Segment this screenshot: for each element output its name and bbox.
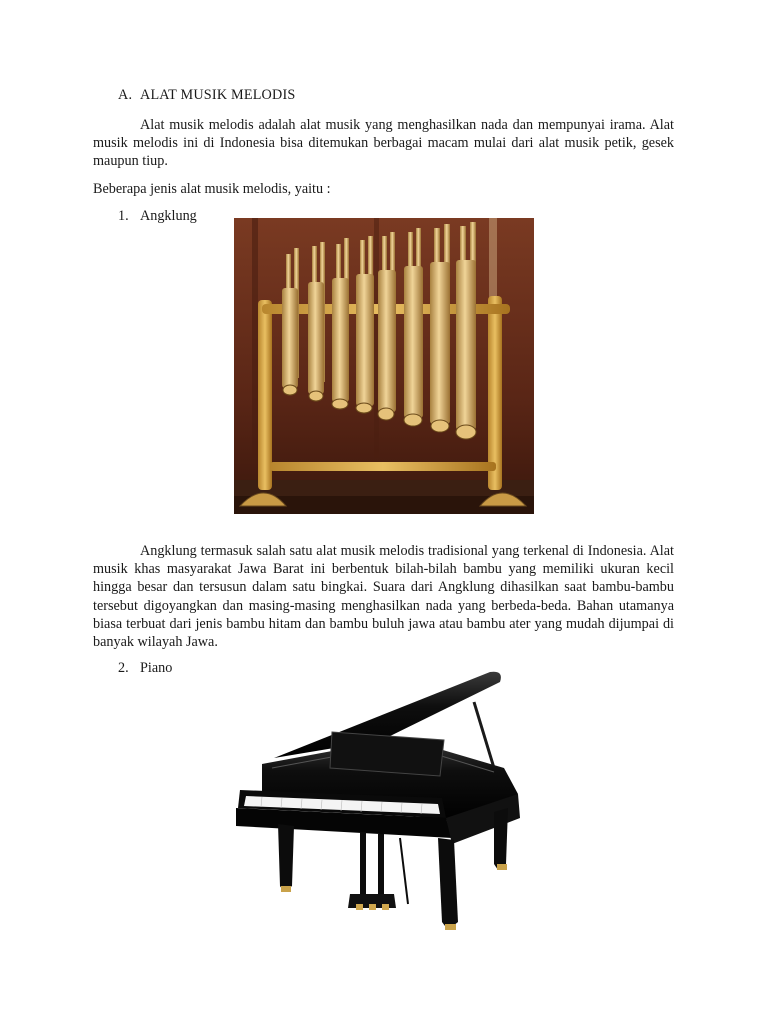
list-item-angklung <box>118 208 197 225</box>
list-item-piano <box>118 660 172 677</box>
angklung-description: Angklung termasuk salah satu alat musik melodis tradisional yang terkenal di Indonesia. Alat musik khas masyarakat Jawa Barat ini berbentuk bilah-bilah bambu yang memiliki ukuran kecil hingga besar dan tersusun dalam satu bingkai. Suara dari Angklung dihasilkan saat bambu-bambu tersebut digoyangkan dan masing-masing menghasilkan nada yang berbeda-beda. Bahan utamanya biasa terbuat dari jenis bambu hitam dan bambu buluh jawa atau bambu ater yang mudah dijumpai di banyak wilayah Jawa. <box>93 543 674 651</box>
heading-marker: A. <box>118 87 133 103</box>
list-label: Piano <box>140 660 173 676</box>
list-label: Angklung <box>140 208 197 224</box>
grand-piano-image <box>232 668 524 940</box>
section-heading <box>118 87 295 104</box>
list-number: 1. <box>118 208 129 224</box>
list-number: 2. <box>118 660 129 676</box>
list-intro-paragraph: Beberapa jenis alat musik melodis, yaitu : <box>93 181 331 197</box>
intro-paragraph: Alat musik melodis adalah alat musik yang menghasilkan nada dan mempunyai irama. Alat musik melodis ini di Indonesia bisa ditemukan berbagai macam mulai dari alat musik petik, gesek maupun tiup. <box>93 117 674 170</box>
angklung-image <box>234 218 534 514</box>
heading-title: ALAT MUSIK MELODIS <box>140 87 296 103</box>
